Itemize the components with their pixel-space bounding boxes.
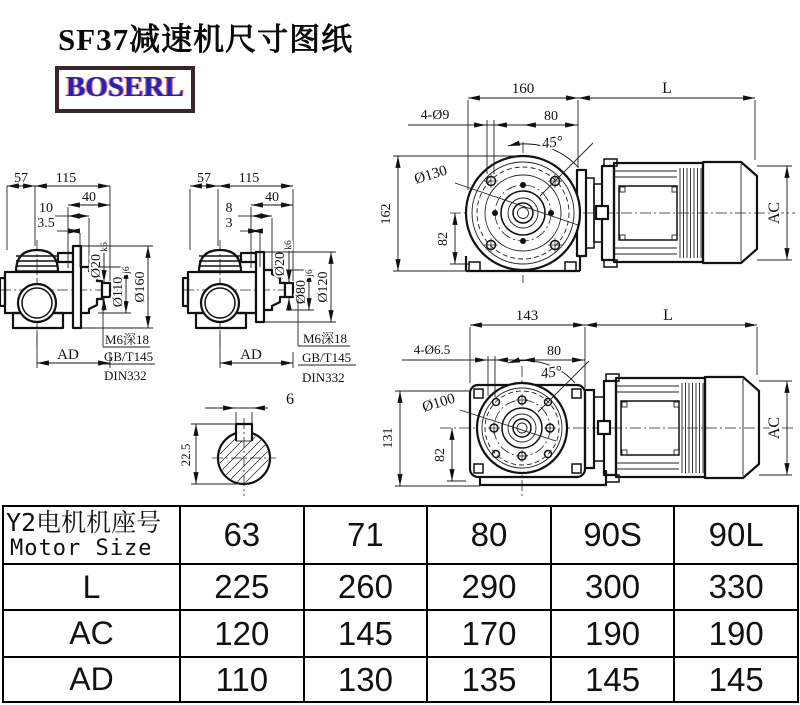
dia-bolt-circle-d: Ø100 [420, 390, 458, 416]
dia-flange-a: Ø160 [133, 271, 148, 303]
page-title: SF37减速机尺寸图纸 [58, 22, 354, 57]
note-std-a: GB/T145 [104, 349, 154, 364]
value-cell: 120 [180, 610, 304, 657]
dim-key-depth: 22.5 [178, 443, 193, 467]
value-cell: 330 [674, 564, 798, 610]
dim-3-5: 3.5 [37, 216, 55, 231]
motor-size-cell: 90L [674, 506, 798, 564]
note-std-b: GB/T145 [302, 350, 352, 365]
value-cell: 135 [427, 657, 551, 702]
dia-spigot-b: Ø80 [294, 279, 309, 305]
motor-size-header-cn: Y2电机机座号 [6, 508, 162, 538]
dia-flange-b: Ø120 [316, 271, 331, 303]
note-tap-a: M6深18 [105, 332, 150, 347]
motor-size-header-en: Motor Size [10, 535, 153, 561]
note-din-b: DIN332 [302, 370, 345, 385]
dim-82-c: 82 [436, 232, 451, 246]
dim-ac-d: AC [766, 416, 783, 440]
note-din-a: DIN332 [104, 368, 147, 383]
value-cell: 145 [674, 657, 798, 702]
dim-115-b: 115 [238, 171, 260, 186]
motor-size-cell: 90S [551, 506, 675, 564]
value-cell: 145 [304, 610, 428, 657]
table-row-ad [3, 657, 798, 702]
value-cell: 290 [427, 564, 551, 610]
note-tap-b: M6深18 [303, 331, 348, 346]
dia-shaft-b: Ø20 [273, 251, 288, 277]
view-front-c [379, 80, 795, 283]
view-side-a [0, 171, 155, 383]
dia-spigot-tol-b: j6 [305, 269, 315, 277]
dim-57-b: 57 [197, 171, 211, 186]
dim-10: 10 [39, 201, 53, 216]
dim-key-width: 6 [286, 391, 294, 408]
table-row-l [3, 564, 798, 610]
motor-size-cell: 80 [427, 506, 551, 564]
dim-160: 160 [511, 81, 535, 97]
dia-shaft-tol-b: k6 [284, 240, 294, 250]
dim-angle-d: 45° [539, 363, 563, 383]
value-cell: 225 [180, 564, 304, 610]
dim-angle-c: 45° [540, 133, 564, 153]
dia-spigot-a: Ø110 [111, 276, 126, 308]
dim-143: 143 [515, 308, 539, 324]
view-front-d [381, 307, 795, 497]
table-row-header [3, 506, 798, 564]
dim-131: 131 [381, 427, 396, 449]
view-side-b-dimensions [190, 171, 356, 385]
dim-40-b: 40 [265, 190, 279, 205]
dim-ac-c: AC [766, 201, 783, 225]
motor-size-cell: 63 [180, 506, 304, 564]
dim-3: 3 [225, 216, 233, 231]
dim-ad-b: AD [240, 347, 262, 363]
view-side-b [183, 171, 356, 385]
dim-82-d: 82 [433, 448, 448, 462]
dim-80-c: 80 [544, 109, 558, 124]
value-cell: 130 [304, 657, 428, 702]
value-cell: 260 [304, 564, 428, 610]
dim-115: 115 [55, 171, 77, 186]
dim-8: 8 [225, 201, 233, 216]
dia-bolt-circle-c: Ø130 [412, 162, 450, 188]
dim-40: 40 [82, 190, 96, 205]
row-label-ad: AD [3, 657, 180, 702]
view-front-c-geometry [450, 142, 795, 283]
dimension-table [2, 505, 799, 703]
row-label-l: L [3, 564, 180, 610]
view-front-d-dimensions [381, 307, 792, 486]
dim-162: 162 [379, 203, 394, 225]
value-cell: 110 [180, 657, 304, 702]
value-cell: 190 [674, 610, 798, 657]
view-shaft-section [164, 391, 322, 496]
dia-shaft-tol-a: k6 [100, 242, 110, 252]
motor-size-cell: 71 [304, 506, 428, 564]
dim-ad-a: AD [57, 347, 79, 363]
logo-text: BOSERL [66, 71, 184, 103]
table-row-ac [3, 610, 798, 657]
view-front-d-geometry [440, 363, 795, 497]
dim-80-d: 80 [547, 344, 561, 359]
dia-spigot-tol-a: j6 [122, 266, 132, 274]
row-label-ac: AC [3, 610, 180, 657]
dim-holes-c: 4-Ø9 [420, 108, 450, 123]
dim-l-d: L [663, 307, 673, 324]
value-cell: 145 [551, 657, 675, 702]
dia-shaft-a: Ø20 [89, 253, 104, 279]
dim-l-c: L [662, 80, 672, 97]
value-cell: 170 [427, 610, 551, 657]
dim-holes-d: 4-Ø6.5 [413, 342, 451, 357]
motor-size-header [3, 506, 180, 564]
value-cell: 300 [551, 564, 675, 610]
value-cell: 190 [551, 610, 675, 657]
dim-57: 57 [14, 171, 28, 186]
